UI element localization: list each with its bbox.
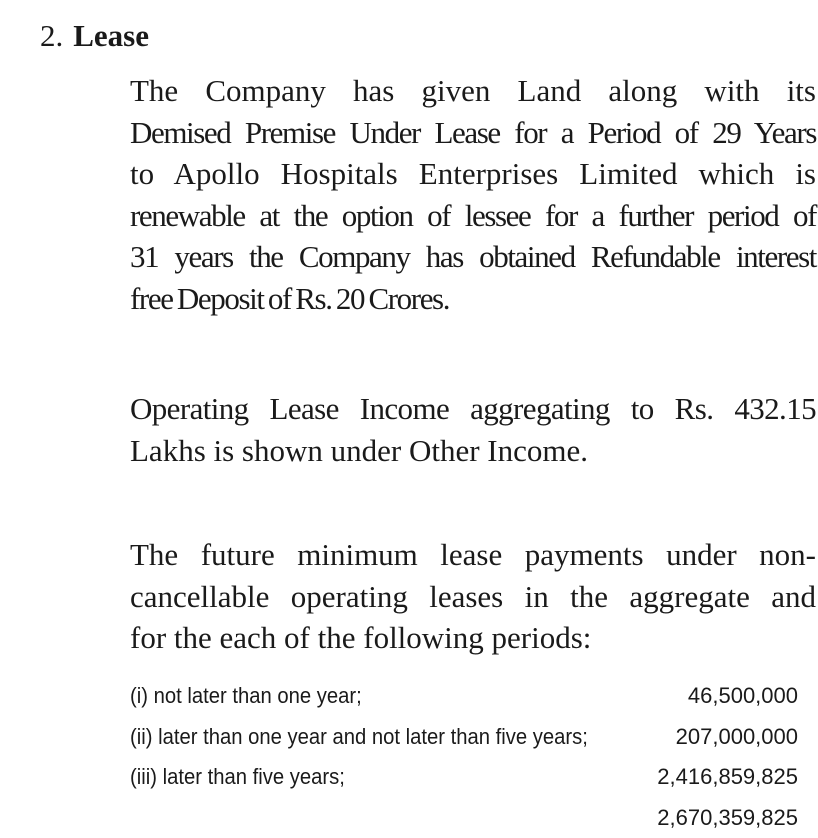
paragraph-line: Demised Premise Under Lease for a Period of 29 Years [130, 114, 816, 150]
total-amount: 2,670,359,825 [657, 804, 798, 830]
future-lease-payments-paragraph [130, 534, 816, 659]
paragraph-line: Lakhs is shown under Other Income. [130, 432, 589, 468]
section-number: 2. [40, 18, 64, 53]
table-row [130, 717, 798, 758]
period-label: (iii) later than five years; [130, 764, 345, 789]
paragraph-line: free Deposit of Rs. 20 Crores. [130, 280, 450, 316]
amount-value: 207,000,000 [675, 723, 798, 749]
period-label: (i) not later than one year; [130, 683, 362, 708]
paragraph-line: Operating Lease Income aggregating to Rs. 432.15 [130, 391, 816, 426]
paragraph-line: for the each of the following periods: [130, 620, 592, 655]
paragraph-line: to Apollo Hospitals Enterprises Limited which is [130, 156, 816, 191]
operating-lease-income-paragraph [130, 388, 816, 471]
section-title: Lease [73, 18, 150, 53]
section-heading [40, 16, 149, 56]
amount-value: 46,500,000 [687, 683, 798, 708]
lease-payments-table [130, 676, 798, 838]
paragraph-line: 31 years the Company has obtained Refundable interest [130, 239, 816, 274]
table-row [130, 676, 798, 717]
period-label: (ii) later than one year and not later than five years; [130, 723, 588, 749]
amount-value: 2,416,859,825 [657, 764, 798, 789]
paragraph-line: The future minimum lease payments under non- [130, 537, 816, 572]
total-row [130, 798, 798, 838]
paragraph-line: cancellable operating leases in the aggregate and [130, 578, 816, 614]
table-row [130, 757, 798, 798]
paragraph-line: The Company has given Land along with its [130, 73, 816, 108]
paragraph-line: renewable at the option of lessee for a further period of [130, 197, 816, 233]
lease-description-paragraph [130, 70, 816, 319]
